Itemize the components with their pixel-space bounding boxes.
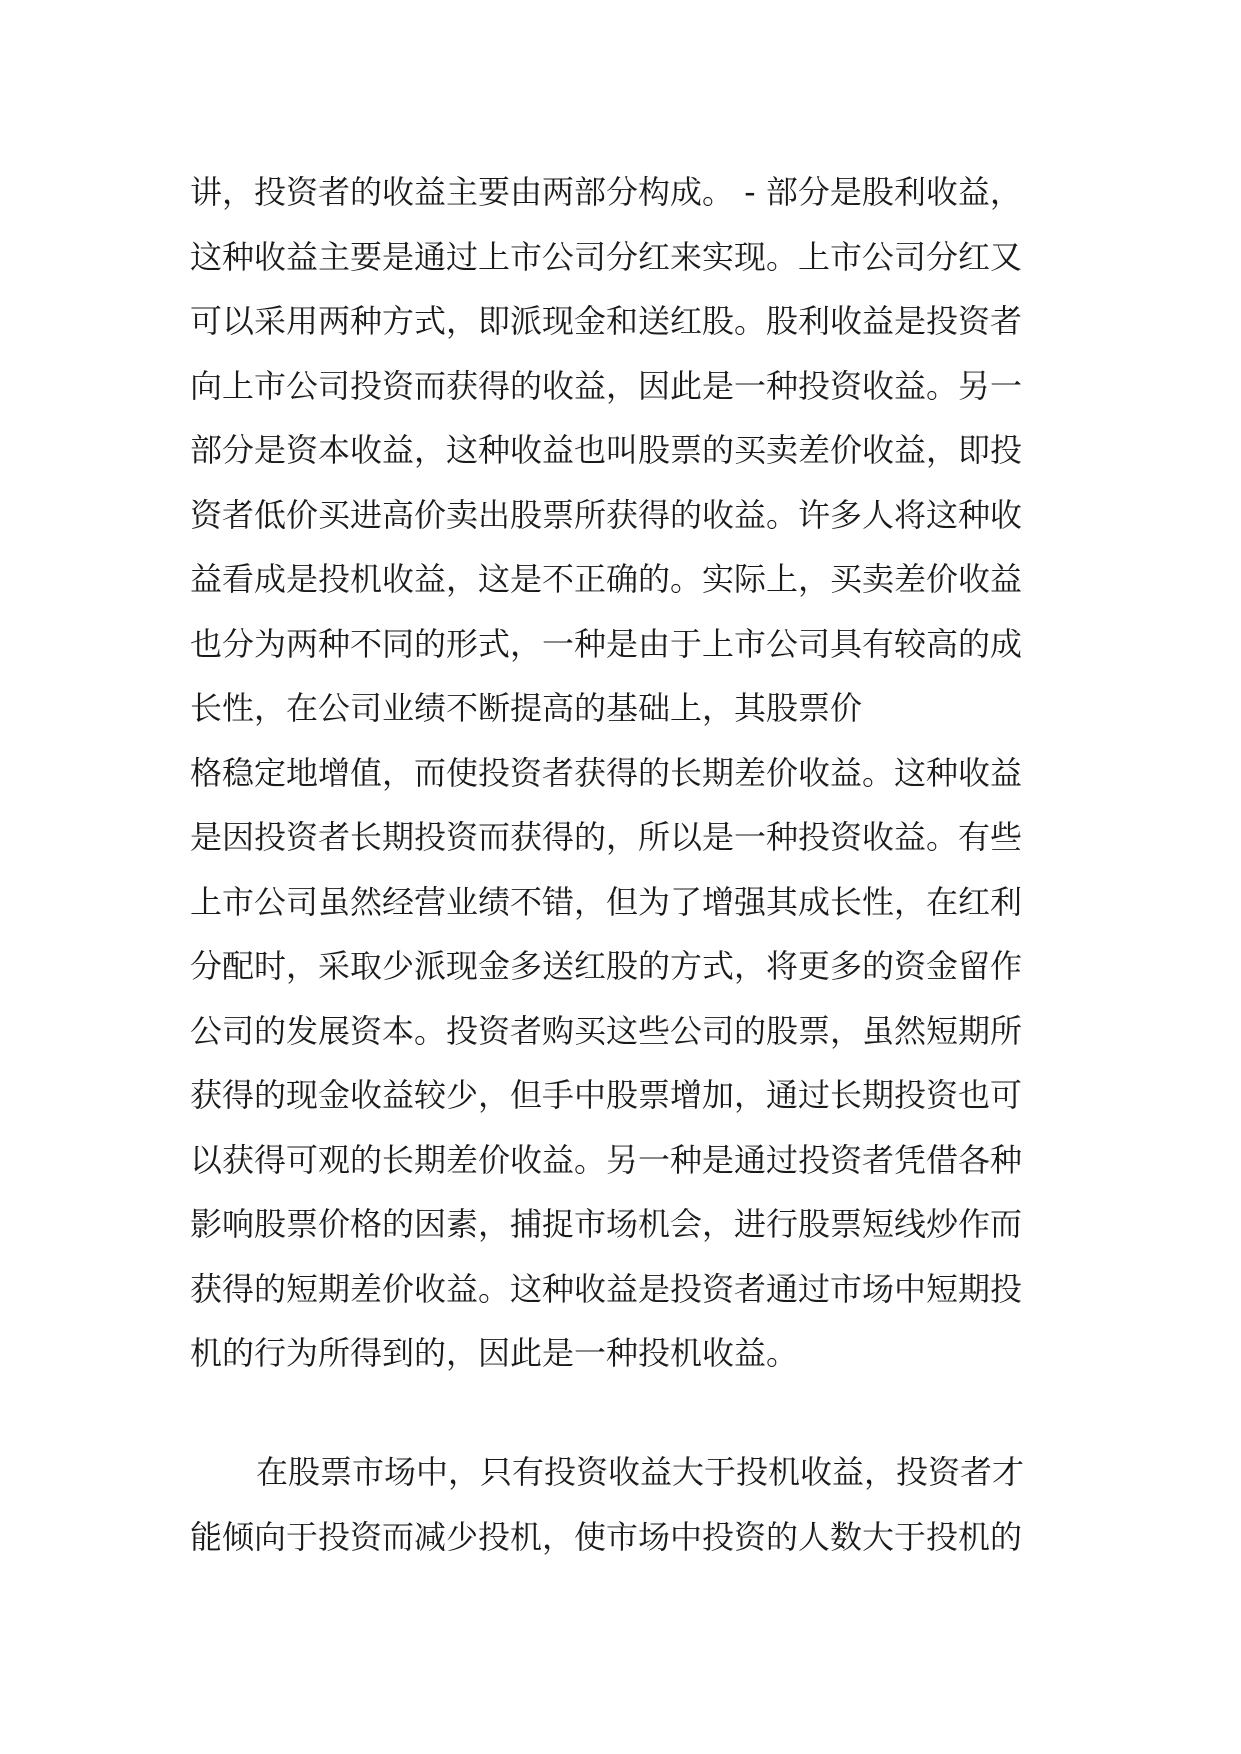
text-line: 上市公司虽然经营业绩不错，但为了增强其成长性，在红利 <box>190 882 1023 921</box>
text-line: 以获得可观的长期差价收益。另一种是通过投资者凭借各种 <box>190 1140 1023 1179</box>
text-line: 向上市公司投资而获得的收益，因此是一种投资收益。另一 <box>190 366 1023 405</box>
text-line: 能倾向于投资而减少投机，使市场中投资的人数大于投机的 <box>190 1517 1023 1556</box>
text-line: 讲，投资者的收益主要由两部分构成。 - 部分是股利收益， <box>190 173 1022 211</box>
text-line: 获得的短期差价收益。这种收益是投资者通过市场中短期投 <box>190 1269 1023 1308</box>
paragraph-2 <box>190 1440 1070 1569</box>
text-line: 影响股票价格的因素，捕捉市场机会，进行股票短线炒作而 <box>190 1205 1023 1243</box>
text-line: 这种收益主要是通过上市公司分红来实现。上市公司分红又 <box>190 237 1023 276</box>
text-line: 机的行为所得到的，因此是一种投机收益。 <box>190 1334 799 1372</box>
text-line: 益看成是投机收益，这是不正确的。实际上，买卖差价收益 <box>190 560 1023 598</box>
text-line: 格稳定地增值，而使投资者获得的长期差价收益。这种收益 <box>190 753 1023 792</box>
paragraph-1 <box>190 160 1070 1386</box>
text-line: 公司的发展资本。投资者购买这些公司的股票，虽然短期所 <box>190 1011 1023 1050</box>
text-line: 资者低价买进高价卖出股票所获得的收益。许多人将这种收 <box>190 495 1023 534</box>
text-line: 获得的现金收益较少，但手中股票增加，通过长期投资也可 <box>190 1076 1023 1114</box>
text-line: 分配时，采取少派现金多送红股的方式，将更多的资金留作 <box>190 947 1023 985</box>
text-line: 可以采用两种方式，即派现金和送红股。股利收益是投资者 <box>190 302 1023 340</box>
text-line: 是因投资者长期投资而获得的，所以是一种投资收益。有些 <box>190 818 1023 856</box>
text-line: 也分为两种不同的形式，一种是由于上市公司具有较高的成 <box>190 624 1023 663</box>
text-line: 在股票市场中，只有投资收益大于投机收益，投资者才 <box>256 1453 1025 1491</box>
text-line: 长性，在公司业绩不断提高的基础上，其股票价 <box>190 689 863 727</box>
text-line: 部分是资本收益，这种收益也叫股票的买卖差价收益，即投 <box>190 431 1023 469</box>
